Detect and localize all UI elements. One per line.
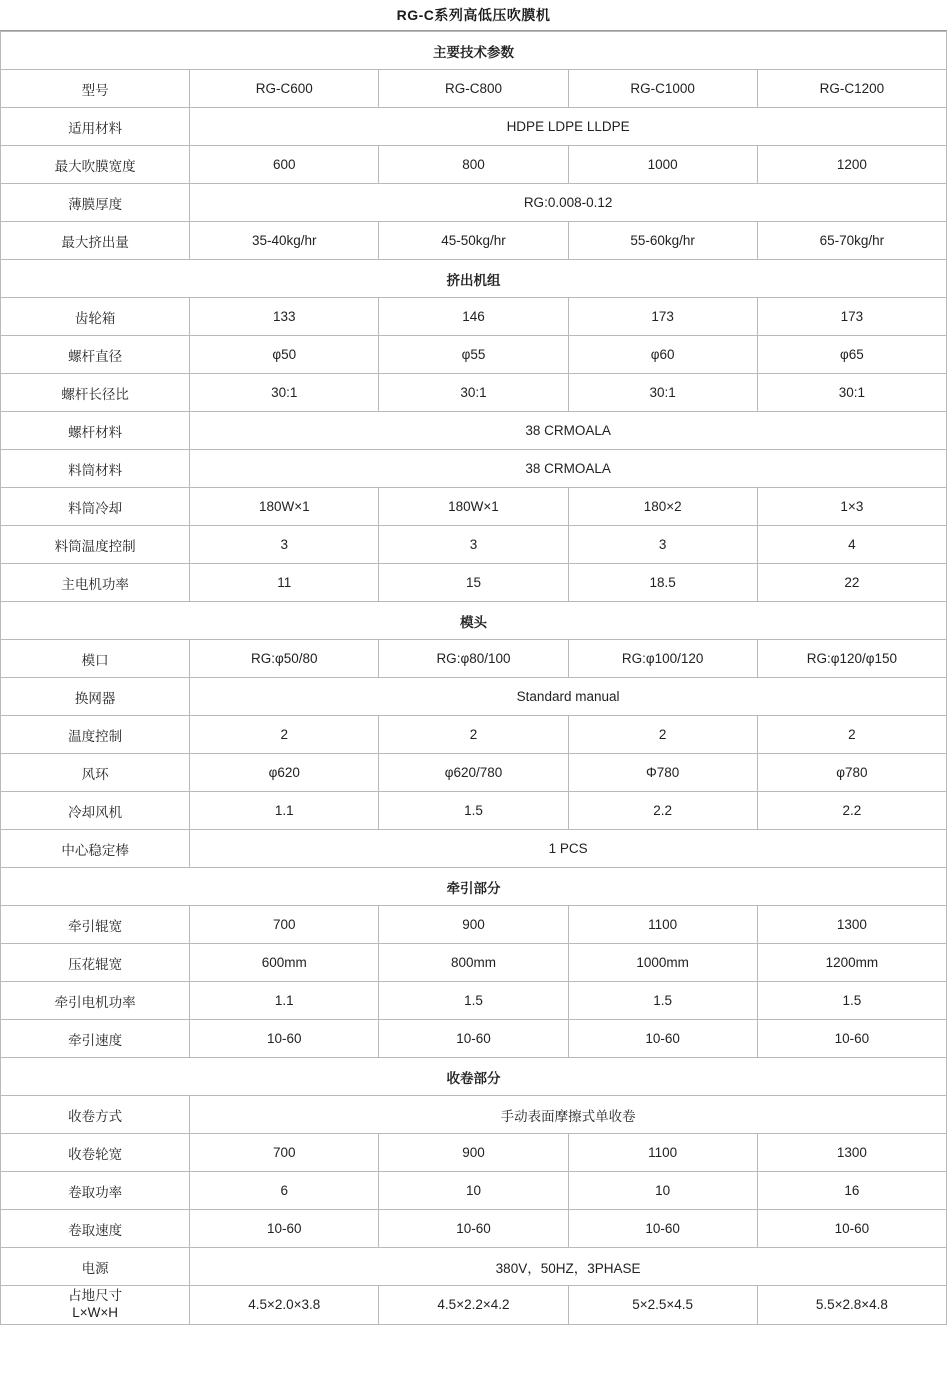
row-label: 模口 [1, 640, 190, 678]
row-value-cell: 2 [190, 716, 379, 754]
table-row [1, 1172, 947, 1210]
section-heading-row [1, 602, 947, 640]
row-label: 牵引辊宽 [1, 906, 190, 944]
row-value-cell: 10-60 [190, 1020, 379, 1058]
row-value-cell: 2 [379, 716, 568, 754]
row-label: 温度控制 [1, 716, 190, 754]
section-heading-row [1, 868, 947, 906]
row-value-cell: 2 [757, 716, 946, 754]
row-value-cell: 4 [757, 526, 946, 564]
page-title [0, 0, 947, 31]
row-value-cell: RG:φ120/φ150 [757, 640, 946, 678]
row-value-merged: RG:0.008-0.12 [190, 184, 947, 222]
row-label: 换网器 [1, 678, 190, 716]
row-value-cell: 180×2 [568, 488, 757, 526]
row-value-cell: 1300 [757, 906, 946, 944]
row-value-cell: 3 [379, 526, 568, 564]
section-heading-row [1, 260, 947, 298]
row-value-cell: 4.5×2.0×3.8 [190, 1286, 379, 1325]
table-row [1, 754, 947, 792]
row-value-merged: HDPE LDPE LLDPE [190, 108, 947, 146]
row-label: 螺杆材料 [1, 412, 190, 450]
section-heading: 牵引部分 [1, 868, 947, 906]
row-value-cell: 5×2.5×4.5 [568, 1286, 757, 1325]
row-label: 中心稳定棒 [1, 830, 190, 868]
table-row [1, 1248, 947, 1286]
row-label: 占地尺寸 L×W×H [1, 1286, 190, 1325]
row-value-cell: 10 [568, 1172, 757, 1210]
row-value-cell: 900 [379, 1134, 568, 1172]
row-value-cell: RG-C1200 [757, 70, 946, 108]
row-value-cell: RG:φ100/120 [568, 640, 757, 678]
row-value-cell: 173 [568, 298, 757, 336]
row-value-cell: 30:1 [757, 374, 946, 412]
row-value-merged: 1 PCS [190, 830, 947, 868]
row-value-cell: φ65 [757, 336, 946, 374]
row-label: 压花辊宽 [1, 944, 190, 982]
row-value-cell: 1.1 [190, 792, 379, 830]
row-value-merged: 手动表面摩擦式单收卷 [190, 1096, 947, 1134]
section-heading: 挤出机组 [1, 260, 947, 298]
row-value-cell: 22 [757, 564, 946, 602]
row-value-cell: 1.5 [379, 792, 568, 830]
row-value-cell: 133 [190, 298, 379, 336]
table-row [1, 982, 947, 1020]
row-value-cell: 2.2 [568, 792, 757, 830]
table-row [1, 70, 947, 108]
row-value-cell: 1.5 [568, 982, 757, 1020]
row-value-cell: φ50 [190, 336, 379, 374]
row-value-cell: 30:1 [568, 374, 757, 412]
row-value-cell: RG-C800 [379, 70, 568, 108]
row-value-cell: 800mm [379, 944, 568, 982]
row-label: 卷取功率 [1, 1172, 190, 1210]
row-label: 冷却风机 [1, 792, 190, 830]
row-value-cell: 5.5×2.8×4.8 [757, 1286, 946, 1325]
row-value-cell: 10-60 [379, 1020, 568, 1058]
row-value-cell: 180W×1 [379, 488, 568, 526]
row-value-cell: φ620/780 [379, 754, 568, 792]
row-value-cell: φ620 [190, 754, 379, 792]
row-value-cell: 30:1 [190, 374, 379, 412]
row-value-cell: 1200 [757, 146, 946, 184]
row-value-cell: RG-C600 [190, 70, 379, 108]
row-label: 适用材料 [1, 108, 190, 146]
table-row [1, 1286, 947, 1325]
row-label: 料筒冷却 [1, 488, 190, 526]
row-value-cell: 6 [190, 1172, 379, 1210]
table-row [1, 640, 947, 678]
table-row [1, 108, 947, 146]
table-row [1, 1096, 947, 1134]
row-value-cell: 1300 [757, 1134, 946, 1172]
row-label: 螺杆直径 [1, 336, 190, 374]
row-value-cell: 800 [379, 146, 568, 184]
table-row [1, 412, 947, 450]
row-value-cell: 65-70kg/hr [757, 222, 946, 260]
row-value-cell: RG-C1000 [568, 70, 757, 108]
row-value-cell: 1.1 [190, 982, 379, 1020]
table-row [1, 1134, 947, 1172]
table-row [1, 488, 947, 526]
row-value-cell: 16 [757, 1172, 946, 1210]
row-value-cell: 1.5 [757, 982, 946, 1020]
table-row [1, 1210, 947, 1248]
table-row [1, 906, 947, 944]
row-value-cell: 3 [190, 526, 379, 564]
table-row [1, 792, 947, 830]
row-value-cell: 4.5×2.2×4.2 [379, 1286, 568, 1325]
row-value-cell: 10 [379, 1172, 568, 1210]
row-value-merged: 38 CRMOALA [190, 412, 947, 450]
row-value-cell: RG:φ80/100 [379, 640, 568, 678]
section-heading: 收卷部分 [1, 1058, 947, 1096]
row-value-cell: 600mm [190, 944, 379, 982]
row-value-cell: 1100 [568, 1134, 757, 1172]
row-value-cell: 180W×1 [190, 488, 379, 526]
section-heading: 主要技术参数 [1, 32, 947, 70]
table-row [1, 450, 947, 488]
row-value-cell: 1×3 [757, 488, 946, 526]
row-label: 料筒材料 [1, 450, 190, 488]
row-value-cell: φ780 [757, 754, 946, 792]
table-row [1, 564, 947, 602]
row-label: 料筒温度控制 [1, 526, 190, 564]
row-value-cell: φ55 [379, 336, 568, 374]
row-value-cell: 10-60 [379, 1210, 568, 1248]
table-row [1, 222, 947, 260]
row-value-cell: 700 [190, 1134, 379, 1172]
row-value-cell: 3 [568, 526, 757, 564]
row-label: 风环 [1, 754, 190, 792]
row-label: 齿轮箱 [1, 298, 190, 336]
row-value-cell: 1000mm [568, 944, 757, 982]
table-row [1, 1020, 947, 1058]
row-label: 收卷方式 [1, 1096, 190, 1134]
row-value-cell: 700 [190, 906, 379, 944]
row-label: 型号 [1, 70, 190, 108]
row-value-cell: RG:φ50/80 [190, 640, 379, 678]
row-value-merged: Standard manual [190, 678, 947, 716]
row-value-cell: 10-60 [568, 1020, 757, 1058]
row-value-cell: 2.2 [757, 792, 946, 830]
row-value-cell: 10-60 [190, 1210, 379, 1248]
row-label: 收卷轮宽 [1, 1134, 190, 1172]
row-label: 最大挤出量 [1, 222, 190, 260]
row-value-cell: 1.5 [379, 982, 568, 1020]
row-value-cell: Φ780 [568, 754, 757, 792]
row-value-cell: 11 [190, 564, 379, 602]
row-value-cell: 35-40kg/hr [190, 222, 379, 260]
table-row [1, 374, 947, 412]
row-label: 薄膜厚度 [1, 184, 190, 222]
row-value-cell: φ60 [568, 336, 757, 374]
table-row [1, 146, 947, 184]
row-label: 螺杆长径比 [1, 374, 190, 412]
row-value-cell: 10-60 [757, 1020, 946, 1058]
table-row [1, 298, 947, 336]
row-value-cell: 146 [379, 298, 568, 336]
table-row [1, 944, 947, 982]
row-label: 最大吹膜宽度 [1, 146, 190, 184]
row-value-merged: 38 CRMOALA [190, 450, 947, 488]
row-value-cell: 55-60kg/hr [568, 222, 757, 260]
row-value-cell: 45-50kg/hr [379, 222, 568, 260]
table-row [1, 336, 947, 374]
row-value-merged: 380V，50HZ，3PHASE [190, 1248, 947, 1286]
section-heading-row [1, 1058, 947, 1096]
row-label: 牵引速度 [1, 1020, 190, 1058]
row-value-cell: 15 [379, 564, 568, 602]
row-value-cell: 10-60 [568, 1210, 757, 1248]
row-value-cell: 1000 [568, 146, 757, 184]
row-value-cell: 18.5 [568, 564, 757, 602]
table-row [1, 526, 947, 564]
row-label: 主电机功率 [1, 564, 190, 602]
table-row [1, 678, 947, 716]
table-row [1, 830, 947, 868]
page-title-text: RG-C系列高低压吹膜机 [396, 7, 551, 23]
row-value-cell: 30:1 [379, 374, 568, 412]
row-value-cell: 10-60 [757, 1210, 946, 1248]
section-heading: 模头 [1, 602, 947, 640]
row-value-cell: 2 [568, 716, 757, 754]
row-label: 牵引电机功率 [1, 982, 190, 1020]
table-row [1, 716, 947, 754]
specification-table [0, 31, 947, 1325]
section-heading-row [1, 32, 947, 70]
row-label: 卷取速度 [1, 1210, 190, 1248]
row-value-cell: 900 [379, 906, 568, 944]
row-value-cell: 1100 [568, 906, 757, 944]
row-value-cell: 173 [757, 298, 946, 336]
table-row [1, 184, 947, 222]
row-value-cell: 600 [190, 146, 379, 184]
row-value-cell: 1200mm [757, 944, 946, 982]
row-label: 电源 [1, 1248, 190, 1286]
